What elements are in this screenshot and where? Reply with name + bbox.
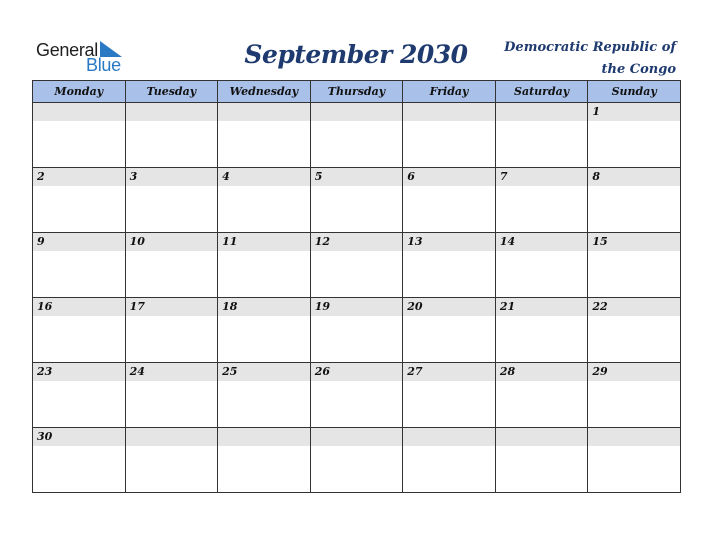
day-number: 23 xyxy=(33,363,125,381)
day-number: 19 xyxy=(311,298,403,316)
day-cell xyxy=(310,168,403,233)
day-cell xyxy=(403,168,496,233)
day-number xyxy=(496,103,588,121)
day-cell xyxy=(403,428,496,493)
day-cell xyxy=(310,298,403,363)
country-line-1: Democratic Republic of xyxy=(504,40,676,55)
logo-text-general: General xyxy=(36,40,98,60)
week-row xyxy=(33,298,681,363)
day-cell xyxy=(588,233,681,298)
day-number: 29 xyxy=(588,363,680,381)
day-cell xyxy=(218,168,311,233)
weekday-header: Sunday xyxy=(588,81,681,103)
day-number: 20 xyxy=(403,298,495,316)
week-row xyxy=(33,233,681,298)
day-number: 1 xyxy=(588,103,680,121)
day-cell xyxy=(125,103,218,168)
day-number: 9 xyxy=(33,233,125,251)
calendar-grid xyxy=(32,80,681,493)
day-cell xyxy=(495,168,588,233)
calendar-title: September 2030 xyxy=(244,40,468,69)
day-cell xyxy=(588,298,681,363)
day-number xyxy=(218,428,310,446)
weekday-header: Tuesday xyxy=(125,81,218,103)
country-line-2: the Congo xyxy=(601,62,676,77)
day-cell xyxy=(33,428,126,493)
day-number: 30 xyxy=(33,428,125,446)
logo-text-blue: Blue xyxy=(86,55,121,75)
day-number: 5 xyxy=(311,168,403,186)
week-row xyxy=(33,168,681,233)
day-number: 16 xyxy=(33,298,125,316)
day-cell xyxy=(495,103,588,168)
generalblue-logo xyxy=(36,40,136,76)
day-number xyxy=(403,103,495,121)
day-number xyxy=(126,428,218,446)
day-number xyxy=(126,103,218,121)
day-cell xyxy=(218,298,311,363)
day-number xyxy=(33,103,125,121)
day-cell xyxy=(125,363,218,428)
weekday-header: Wednesday xyxy=(218,81,311,103)
day-cell xyxy=(310,233,403,298)
day-cell xyxy=(403,233,496,298)
day-number: 13 xyxy=(403,233,495,251)
day-number: 11 xyxy=(218,233,310,251)
day-cell xyxy=(33,363,126,428)
day-cell xyxy=(495,363,588,428)
day-number: 17 xyxy=(126,298,218,316)
weekday-header: Saturday xyxy=(495,81,588,103)
day-number: 24 xyxy=(126,363,218,381)
day-cell xyxy=(125,428,218,493)
weekday-header-row xyxy=(33,81,681,103)
day-cell xyxy=(310,428,403,493)
day-number: 21 xyxy=(496,298,588,316)
weekday-header: Monday xyxy=(33,81,126,103)
day-cell xyxy=(403,298,496,363)
day-cell xyxy=(588,103,681,168)
week-row xyxy=(33,363,681,428)
day-cell xyxy=(218,363,311,428)
day-number: 8 xyxy=(588,168,680,186)
day-number: 3 xyxy=(126,168,218,186)
day-cell xyxy=(310,363,403,428)
weekday-header: Friday xyxy=(403,81,496,103)
day-number: 26 xyxy=(311,363,403,381)
day-cell xyxy=(33,103,126,168)
day-cell xyxy=(588,168,681,233)
day-cell xyxy=(125,298,218,363)
day-cell xyxy=(33,233,126,298)
day-cell xyxy=(403,363,496,428)
day-number: 27 xyxy=(403,363,495,381)
day-number: 28 xyxy=(496,363,588,381)
day-number xyxy=(496,428,588,446)
day-cell xyxy=(218,233,311,298)
day-number xyxy=(403,428,495,446)
day-cell xyxy=(125,168,218,233)
day-number xyxy=(311,103,403,121)
day-cell xyxy=(495,428,588,493)
day-cell xyxy=(588,363,681,428)
day-number: 4 xyxy=(218,168,310,186)
week-row xyxy=(33,428,681,493)
day-number: 22 xyxy=(588,298,680,316)
day-number xyxy=(311,428,403,446)
country-name xyxy=(476,37,676,81)
weekday-header: Thursday xyxy=(310,81,403,103)
day-cell xyxy=(495,233,588,298)
day-cell xyxy=(588,428,681,493)
day-number: 25 xyxy=(218,363,310,381)
day-cell xyxy=(33,298,126,363)
day-number xyxy=(588,428,680,446)
day-cell xyxy=(495,298,588,363)
day-cell xyxy=(33,168,126,233)
day-cell xyxy=(310,103,403,168)
day-number: 10 xyxy=(126,233,218,251)
day-cell xyxy=(125,233,218,298)
day-number: 15 xyxy=(588,233,680,251)
day-number: 7 xyxy=(496,168,588,186)
week-row xyxy=(33,103,681,168)
day-number: 18 xyxy=(218,298,310,316)
day-number: 14 xyxy=(496,233,588,251)
day-cell xyxy=(218,103,311,168)
day-cell xyxy=(403,103,496,168)
day-number: 12 xyxy=(311,233,403,251)
day-number xyxy=(218,103,310,121)
day-cell xyxy=(218,428,311,493)
day-number: 6 xyxy=(403,168,495,186)
day-number: 2 xyxy=(33,168,125,186)
